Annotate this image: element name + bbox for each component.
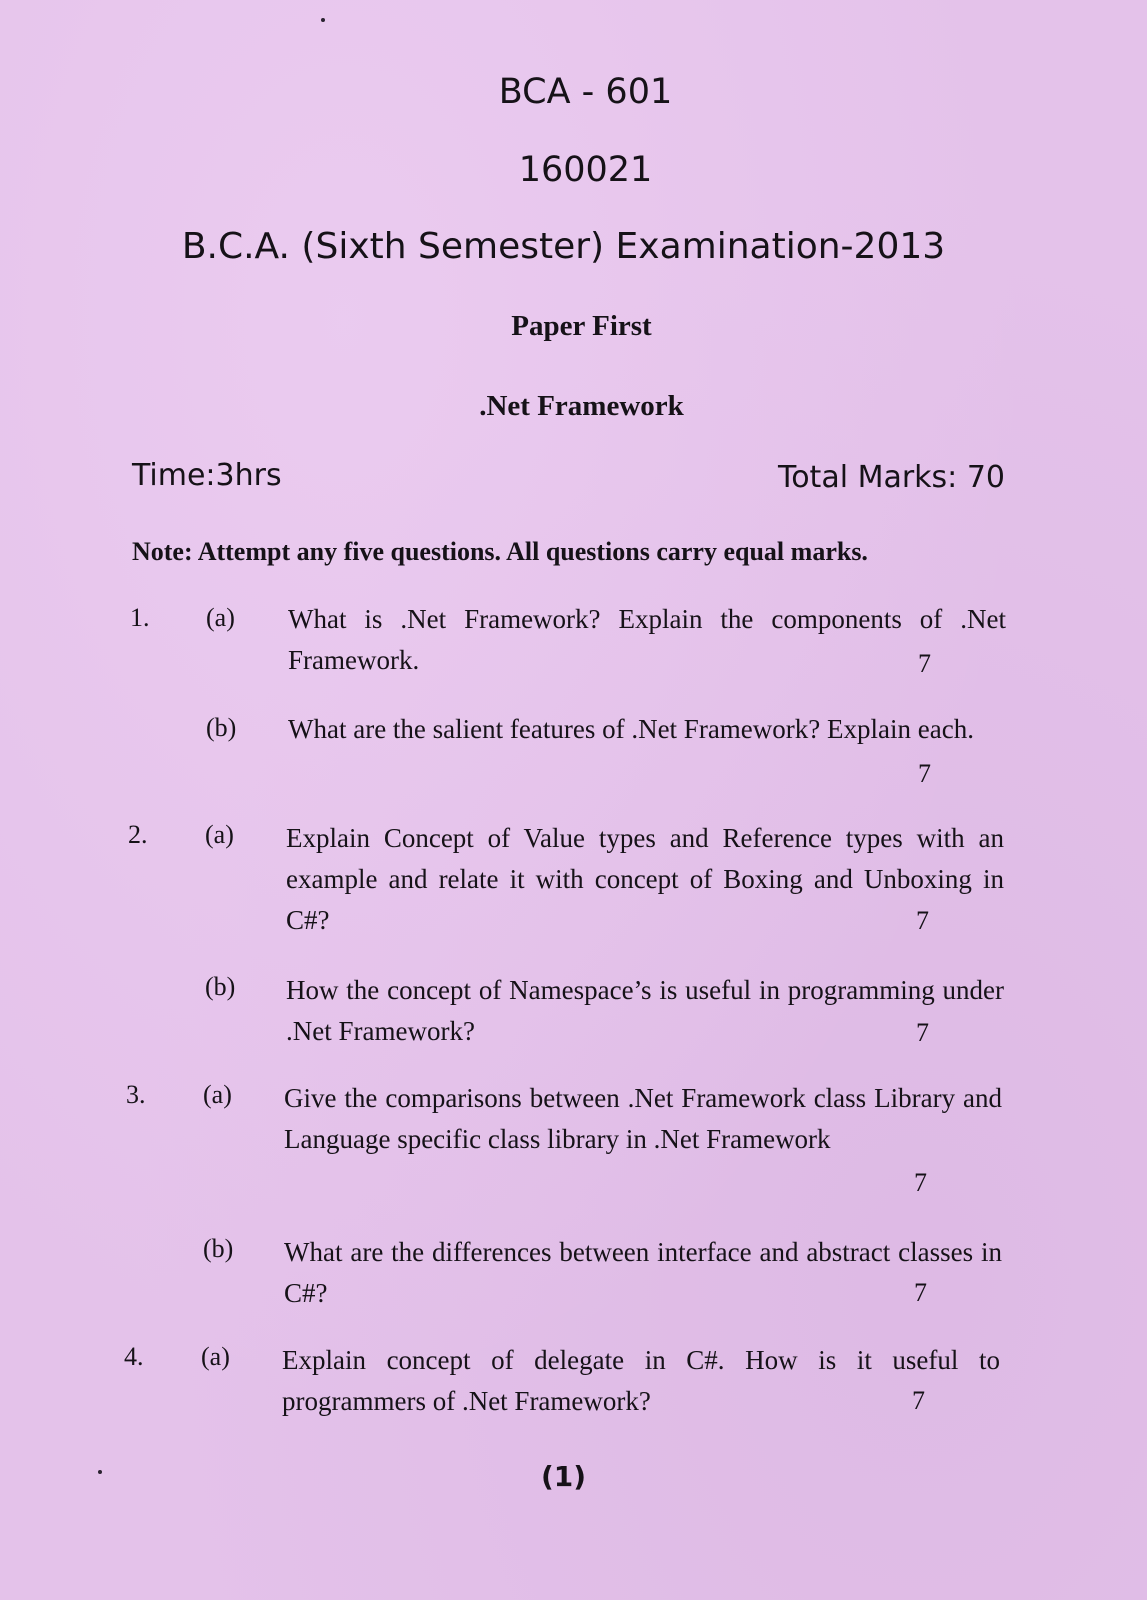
question-text: Give the comparisons between .Net Framework class Library and Language specific class library in .Net Framework [284,1083,1002,1154]
part-label: (a) [206,603,235,632]
total-marks: Total Marks: 70 [777,460,1005,495]
exam-note: Note: Attempt any five questions. All questions carry equal marks. [132,537,868,566]
question-marks: 7 [916,906,929,935]
question-text: Explain Concept of Value types and Reference types with an example and relate it with concept of Boxing and Unboxing in C#? [286,823,1004,935]
question-number: 3. [126,1080,146,1109]
part-label: (a) [203,1080,232,1109]
question-number: 1. [130,603,150,632]
question-text: What is .Net Framework? Explain the components of .Net Framework. [288,604,1006,675]
speck-mark [98,1470,102,1474]
question-marks: 7 [914,1168,927,1197]
question-number: 2. [128,820,148,849]
question-marks: 7 [918,649,931,678]
exam-title: B.C.A. (Sixth Semester) Examination-2013 [181,226,946,267]
question-text: Explain concept of delegate in C#. How is it useful to programmers of .Net Framework? [282,1345,1000,1416]
part-label: (b) [203,1234,234,1263]
paper-label: Paper First [511,310,652,342]
subject-title: .Net Framework [479,390,684,422]
time-allowed: Time:3hrs [132,458,282,493]
question-number: 4. [124,1342,144,1371]
part-label: (b) [206,713,237,742]
part-label: (a) [205,820,234,849]
question-marks: 7 [918,759,931,788]
question-text: How the concept of Namespace’s is useful in programming under .Net Framework? [286,975,1004,1046]
question-text: What are the salient features of .Net Framework? Explain each. [288,714,974,744]
question-marks: 7 [916,1018,929,1047]
page-number: (1) [541,1460,587,1493]
question-marks: 7 [914,1278,927,1307]
part-label: (b) [205,972,236,1001]
question-marks: 7 [912,1386,925,1415]
part-label: (a) [201,1342,230,1371]
question-text: What are the differences between interface and abstract classes in C#? [284,1237,1002,1308]
speck-mark [321,18,325,22]
course-code: BCA - 601 [498,72,673,112]
paper-number: 160021 [518,150,653,190]
